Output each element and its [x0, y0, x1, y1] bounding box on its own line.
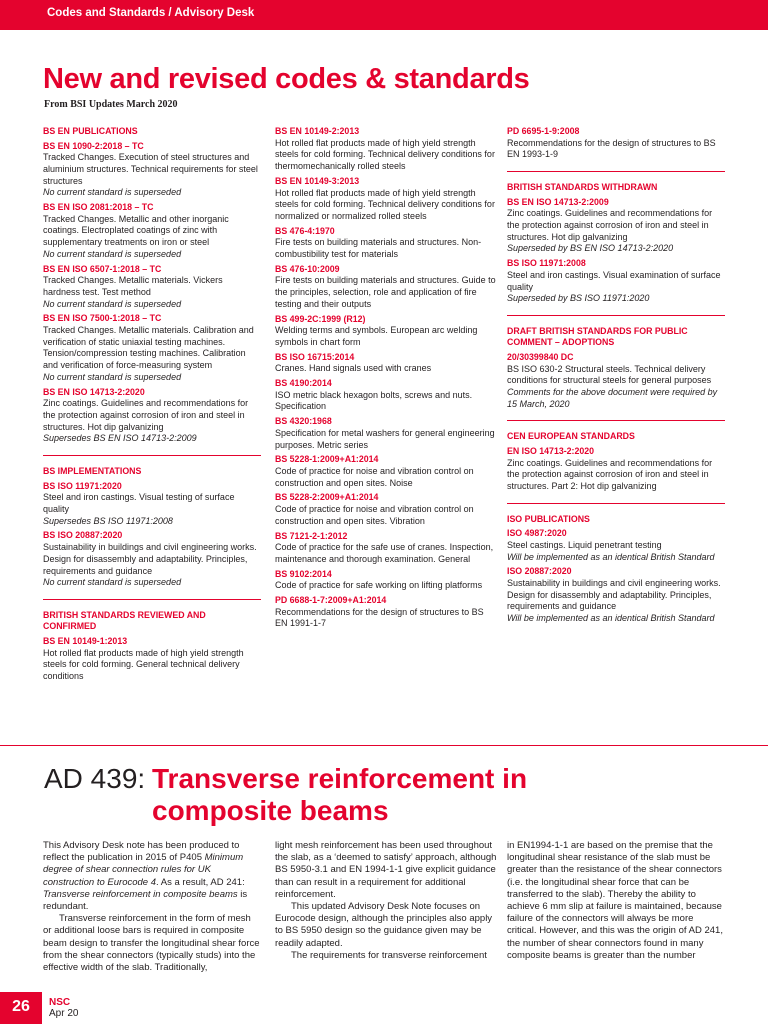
standard-description: Sustainability in buildings and civil engineering works. Design for disassembly and adaptability. Principles, requirements and guidance — [507, 578, 721, 612]
standard-entry — [275, 416, 497, 451]
standard-entry — [43, 264, 261, 311]
section-heading: ISO PUBLICATIONS — [507, 513, 590, 524]
standard-description: Code of practice for noise and vibration control on construction and open sites. Vibration — [275, 504, 474, 526]
standard-code: BS 476-10:2009 — [275, 263, 340, 274]
standard-entry — [507, 528, 725, 563]
paragraph: in EN1994-1-1 are based on the premise that the longitudinal shear resistance of the slab must be greater than the resistance of the shear connectors (i.e. the longitudinal shear force that can be transferred to the slab). Thereby the ability to achieve 6 mm slip at failure is maintained, because failure of the connectors will always be more critical. However, and this was the origin of AD 241, the number of shear connectors found in many composite beams is greater than the number — [507, 840, 723, 961]
paragraph: The requirements for transverse reinforcement — [291, 949, 487, 961]
magazine-name: NSC — [49, 997, 71, 1008]
standard-entry — [43, 202, 261, 261]
standard-description: Code of practice for noise and vibration control on construction and open sites. Noise — [275, 465, 474, 488]
section-rule — [507, 420, 725, 421]
standard-note: No current standard is superseded — [43, 187, 182, 198]
standard-description: BS ISO 630-2 Structural steels. Technical delivery conditions for structural steels for general purposes — [507, 363, 712, 386]
standard-description: Recommendations for the design of structures to BS EN 1993-1-9 — [507, 137, 716, 160]
standard-note: No current standard is superseded — [43, 371, 182, 382]
standard-description: Tracked Changes. Execution of steel structures and aluminium structures. Technical requirements for steel structures — [43, 152, 258, 186]
advisory-body-column-1 — [43, 840, 261, 974]
standard-description: Steel and iron castings. Visual examination of surface quality — [507, 269, 721, 292]
section-heading: DRAFT BRITISH STANDARDS FOR PUBLIC COMMENT – ADOPTIONS — [507, 325, 688, 348]
standard-description: Sustainability in buildings and civil engineering works. Design for disassembly and adaptability. Principles, requirements and guidance — [43, 542, 257, 576]
standard-entry — [507, 446, 725, 493]
standard-code: ISO 4987:2020 — [507, 528, 567, 539]
standard-code: BS ISO 16715:2014 — [275, 351, 355, 362]
standard-code: BS 476-4:1970 — [275, 225, 335, 236]
standard-code: BS EN 1090-2:2018 – TC — [43, 140, 144, 151]
standard-description: Cranes. Hand signals used with cranes — [275, 363, 432, 374]
standard-description: Steel and iron castings. Visual testing of surface quality — [43, 492, 235, 514]
standard-entry — [43, 313, 261, 383]
standard-description: Zinc coatings. Guidelines and recommendations for the protection against corrosion of iron and steel in structures. Part 2: Hot dip galvanizing — [507, 457, 713, 492]
paragraph: Transverse reinforcement in the form of mesh or additional loose bars is required in composite beam design to transfer the longitudinal shear force from the shear connectors (typically studs) into the effective width of the slab. Traditionally, — [43, 913, 260, 974]
standard-description: Recommendations for the design of structures to BS EN 1991-1-7 — [275, 606, 484, 629]
standard-note: Superseded by BS EN ISO 14713-2:2020 — [507, 243, 674, 254]
standard-code: BS EN ISO 6507-1:2018 – TC — [43, 263, 162, 274]
standard-code: PD 6688-1-7:2009+A1:2014 — [275, 595, 387, 606]
standard-description: Code of practice for safe working on lifting platforms — [275, 580, 483, 591]
page-title: New and revised codes & standards — [43, 63, 530, 95]
standard-entry — [43, 636, 261, 683]
standard-code: BS EN ISO 14713-2:2009 — [507, 196, 609, 207]
advisory-title-line-2: composite beams — [152, 795, 389, 826]
standard-entry — [507, 258, 725, 305]
standard-note: No current standard is superseded — [43, 577, 182, 588]
standard-code: BS 5228-1:2009+A1:2014 — [275, 454, 379, 465]
standard-entry — [43, 530, 261, 589]
standards-column-1 — [43, 126, 261, 683]
standard-description: Code of practice for the safe use of cranes. Inspection, maintenance and thorough examination. General — [275, 542, 494, 564]
standard-code: BS ISO 11971:2020 — [43, 480, 122, 491]
standard-description: Fire tests on building materials and structures. Guide to the principles, selection, role and application of fire testing and their outputs — [275, 275, 496, 309]
advisory-body-column-2 — [275, 840, 497, 962]
standard-code: BS EN 10149-3:2013 — [275, 175, 360, 186]
standard-note: Will be implemented as an identical British Standard — [507, 551, 715, 562]
section-heading: BRITISH STANDARDS WITHDRAWN — [507, 182, 658, 193]
standard-note: No current standard is superseded — [43, 248, 182, 259]
standard-code: BS 9102:2014 — [275, 568, 332, 579]
standard-entry — [275, 126, 497, 173]
section-heading: BRITISH STANDARDS REVIEWED AND CONFIRMED — [43, 609, 206, 632]
standard-entry — [507, 197, 725, 256]
standard-code: BS ISO 20887:2020 — [43, 530, 123, 541]
standard-note: Supersedes BS ISO 11971:2008 — [43, 515, 173, 526]
standard-note: Superseded by BS ISO 11971:2020 — [507, 293, 650, 304]
standard-entry — [275, 569, 497, 592]
page-subtitle: From BSI Updates March 2020 — [44, 99, 178, 110]
advisory-label: AD 439: — [44, 763, 146, 794]
standard-description: Zinc coatings. Guidelines and recommendations for the protection against corrosion of iron and steel in structures. Hot dip galvanizing — [507, 208, 713, 242]
standard-description: Hot rolled flat products made of high yield strength steels for cold forming. General technical delivery conditions — [43, 647, 244, 682]
standard-code: ISO 20887:2020 — [507, 566, 572, 577]
paragraph: light mesh reinforcement has been used throughout the slab, as a ‘deemed to satisfy’ approach, although BS 5950-3.1 and EN 1994-1-1 give explicit guidance than can result in a requirement for additional reinforcement. — [275, 840, 497, 900]
section-rule — [43, 599, 261, 600]
standard-note: Comments for the above document were required by 15 March, 2020 — [507, 387, 718, 409]
standard-description: Tracked Changes. Metallic materials. Calibration and verification of static uniaxial testing machines. Tension/compression testing machines. Calibration and verification of force-measuring system — [43, 325, 254, 371]
standard-code: BS 499-2C:1999 (R12) — [275, 313, 366, 324]
standard-code: BS 7121-2-1:2012 — [275, 530, 348, 541]
standard-note: No current standard is superseded — [43, 298, 182, 309]
standard-description: Tracked Changes. Metallic and other inorganic coatings. Electroplated coatings of zinc with supplementary treatments on iron or steel — [43, 213, 229, 248]
standard-code: EN ISO 14713-2:2020 — [507, 445, 595, 456]
section-heading: BS IMPLEMENTATIONS — [43, 466, 142, 477]
standard-entry — [275, 176, 497, 223]
standard-code: BS EN ISO 14713-2:2020 — [43, 386, 145, 397]
section-heading: BS EN PUBLICATIONS — [43, 126, 138, 136]
standard-note: Will be implemented as an identical British Standard — [507, 613, 715, 624]
standard-code: BS EN 10149-1:2013 — [43, 635, 128, 646]
standard-entry — [275, 352, 497, 375]
standard-code: BS EN ISO 7500-1:2018 – TC — [43, 313, 162, 324]
paragraph: This Advisory Desk note has been produced to reflect the publication in 2015 of P405 Minimum degree of shear connection rules for UK construction to Eurocode 4. As a result, AD 241: Transverse reinforcement in composite beams is redundant. — [43, 840, 248, 913]
standard-description: Hot rolled flat products made of high yield strength steels for cold forming. Technical delivery conditions for thermomechanically rolled steels — [275, 137, 495, 172]
advisory-title-line-1: Transverse reinforcement in — [152, 763, 528, 794]
standard-entry — [507, 566, 725, 625]
section-rule — [507, 315, 725, 316]
standard-entry — [275, 454, 497, 489]
standard-description: Fire tests on building materials and structures. Non-combustibility test for materials — [275, 237, 482, 260]
advisory-body-column-3 — [507, 840, 725, 962]
paragraph: This updated Advisory Desk Note focuses on Eurocode design, although the principles also apply to BS 5950 design so the guidance given may be readily adapted. — [275, 901, 493, 949]
standard-description: Welding terms and symbols. European arc welding symbols in chart form — [275, 325, 478, 347]
standards-column-3 — [507, 126, 725, 625]
standard-description: Specification for metal washers for general engineering purposes. Metric series — [275, 427, 495, 450]
section-rule — [507, 503, 725, 504]
standard-description: ISO metric black hexagon bolts, screws and nuts. Specification — [275, 389, 473, 412]
section-heading: CEN EUROPEAN STANDARDS — [507, 431, 635, 442]
standard-description: Zinc coatings. Guidelines and recommendations for the protection against corrosion of iron and steel in structures. Hot dip galvanizing — [43, 398, 249, 432]
standard-entry — [275, 314, 497, 349]
standard-entry — [275, 595, 497, 630]
standard-code: BS EN ISO 2081:2018 – TC — [43, 202, 154, 213]
standard-entry — [43, 387, 261, 446]
standard-entry — [507, 352, 725, 411]
standard-code: BS 4190:2014 — [275, 378, 332, 389]
section-divider — [0, 745, 768, 746]
standard-entry — [275, 226, 497, 261]
standard-entry — [43, 141, 261, 200]
standard-entry — [507, 126, 725, 161]
standard-code: BS EN 10149-2:2013 — [275, 126, 360, 136]
standard-entry — [275, 531, 497, 566]
section-rule — [43, 455, 261, 456]
standard-entry — [43, 481, 261, 528]
standard-entry — [275, 264, 497, 311]
standard-code: BS 5228-2:2009+A1:2014 — [275, 492, 379, 503]
standard-entry — [275, 492, 497, 527]
standard-code: BS ISO 11971:2008 — [507, 258, 586, 269]
standard-code: PD 6695-1-9:2008 — [507, 126, 580, 136]
standard-description: Tracked Changes. Metallic materials. Vickers hardness test. Test method — [43, 275, 223, 297]
section-rule — [507, 171, 725, 172]
standard-code: 20/30399840 DC — [507, 351, 574, 362]
standard-description: Steel castings. Liquid penetrant testing — [507, 539, 662, 550]
page-number: 26 — [0, 992, 42, 1024]
section-header: Codes and Standards / Advisory Desk — [47, 7, 255, 19]
standard-entry — [275, 378, 497, 413]
standard-note: Supersedes BS EN ISO 14713-2:2009 — [43, 433, 197, 444]
standard-code: BS 4320:1968 — [275, 416, 332, 427]
issue-date: Apr 20 — [49, 1008, 79, 1019]
standard-description: Hot rolled flat products made of high yield strength steels for cold forming. Technical delivery conditions for normalized or normalized rolled steels — [275, 187, 495, 221]
standards-column-2 — [275, 126, 497, 630]
